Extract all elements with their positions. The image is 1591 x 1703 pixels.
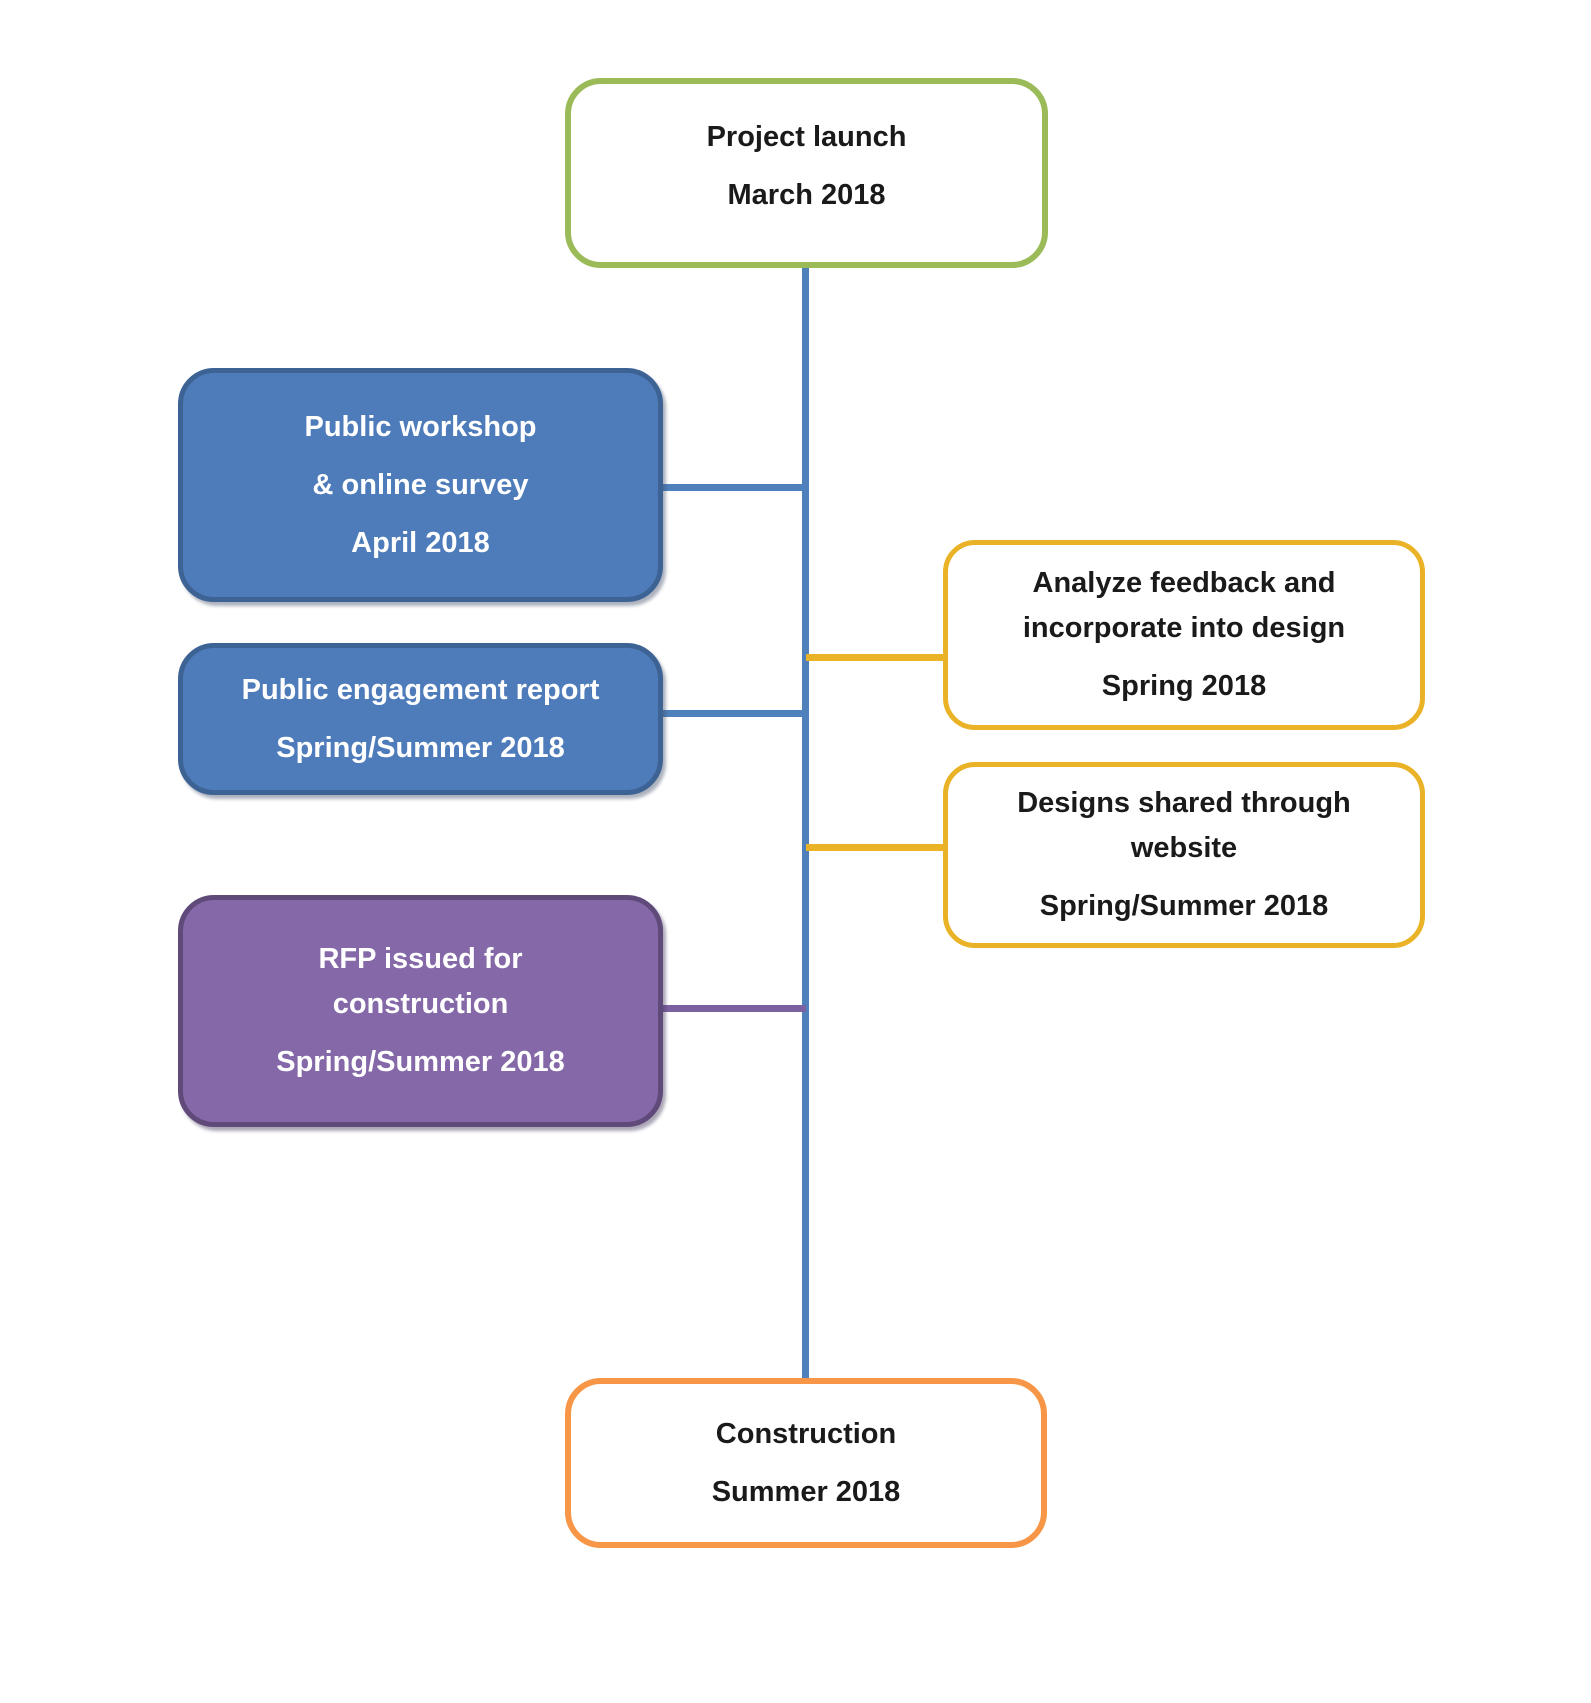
node-public-workshop xyxy=(178,368,663,602)
connector-designs-shared xyxy=(806,844,947,851)
node-title-line2: website xyxy=(1130,832,1238,864)
node-date: Spring/Summer 2018 xyxy=(276,1046,565,1078)
node-title: Designs shared through xyxy=(1017,787,1351,819)
connector-rfp-issued xyxy=(660,1005,806,1012)
node-date: April 2018 xyxy=(351,526,490,559)
node-title-line2: construction xyxy=(332,988,509,1020)
node-designs-shared xyxy=(943,762,1425,948)
timeline-center-line xyxy=(802,268,809,1378)
node-title: Construction xyxy=(715,1417,897,1450)
connector-public-workshop xyxy=(660,484,806,491)
node-title: Analyze feedback and xyxy=(1032,567,1336,599)
node-construction xyxy=(565,1378,1047,1548)
node-title: Project launch xyxy=(706,120,907,153)
node-date: Spring/Summer 2018 xyxy=(276,731,565,764)
node-date: Spring/Summer 2018 xyxy=(1039,890,1329,922)
node-title: Public engagement report xyxy=(241,673,600,706)
node-date: Spring 2018 xyxy=(1101,670,1267,702)
node-title: RFP issued for xyxy=(318,943,523,975)
node-date: March 2018 xyxy=(727,178,886,211)
node-title: Public workshop xyxy=(304,410,537,443)
node-title-line2: incorporate into design xyxy=(1022,612,1346,644)
node-project-launch xyxy=(565,78,1048,268)
node-analyze-feedback xyxy=(943,540,1425,730)
connector-analyze-feedback xyxy=(806,654,947,661)
node-rfp-issued xyxy=(178,895,663,1127)
node-engagement-report xyxy=(178,643,663,795)
node-title-line2: & online survey xyxy=(312,468,529,501)
connector-engagement-report xyxy=(660,710,806,717)
node-date: Summer 2018 xyxy=(711,1475,901,1508)
